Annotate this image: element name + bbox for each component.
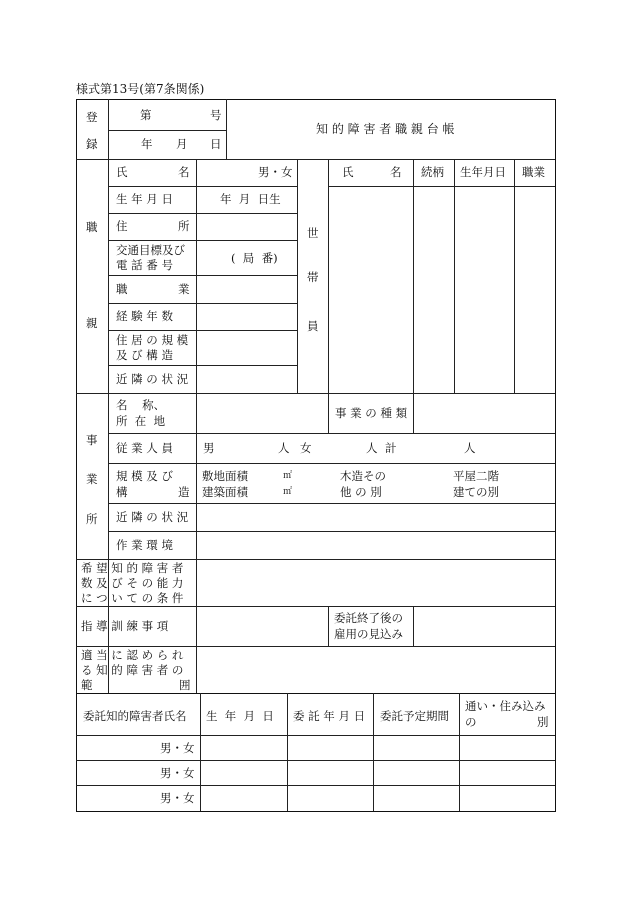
business-storey-1: 平屋二階 — [453, 469, 499, 483]
business-staff-person-1: 人 — [278, 441, 290, 455]
register-number-prefix: 第 — [140, 108, 152, 122]
form-number-note: 様式第13号(第7条関係) — [76, 82, 205, 96]
employer-side-top: 職 — [86, 220, 98, 234]
business-staff-person-3: 人 — [464, 441, 476, 455]
conditions-label-3: に つ い て の 条 件 — [81, 591, 184, 605]
employer-birth-value: 年 月 日生 — [220, 192, 281, 206]
guidance-label: 指 導 訓 練 事 項 — [81, 619, 169, 633]
household-side-1: 世 — [307, 226, 319, 240]
entrusted-row-sex: 男・女 — [160, 766, 195, 780]
conditions-label-2: 数 及 び そ の 能 力 — [81, 576, 184, 590]
business-wooden-1: 木造その — [340, 469, 386, 483]
employer-occupation-label-2: 業 — [178, 282, 190, 296]
business-staff-male: 男 — [203, 441, 215, 455]
business-staff-total: 計 — [385, 441, 397, 455]
register-year: 年 — [141, 137, 153, 151]
suitable-label-2: る 知 的 障 害 者 の — [81, 663, 184, 677]
entrusted-row-sex: 男・女 — [160, 741, 195, 755]
household-col-relation: 続柄 — [421, 165, 444, 179]
entrusted-col-birth: 生 年 月 日 — [206, 709, 274, 723]
business-storey-2: 建ての別 — [453, 485, 499, 499]
register-label-bottom: 録 — [86, 137, 98, 151]
business-environment-label: 作 業 環 境 — [116, 538, 173, 552]
employer-address-label-1: 住 — [116, 219, 128, 233]
business-side-1: 事 — [86, 433, 98, 447]
register-day: 日 — [210, 137, 222, 151]
suitable-label-3b: 囲 — [179, 678, 191, 692]
entrusted-col-date: 委 託 年 月 日 — [293, 709, 366, 723]
business-side-3: 所 — [86, 512, 98, 526]
household-side-3: 員 — [307, 319, 319, 333]
business-type-label: 事 業 の 種 類 — [335, 406, 408, 420]
suitable-label-3a: 範 — [81, 678, 93, 692]
register-label-top: 登 — [86, 110, 98, 124]
employer-occupation-label-1: 職 — [116, 282, 128, 296]
form-title: 知 的 障 害 者 職 親 台 帳 — [316, 122, 455, 136]
entrusted-col-name: 委託知的障害者氏名 — [83, 709, 187, 723]
household-col-occupation: 職業 — [522, 165, 545, 179]
entrusted-col-type-2b: 別 — [537, 715, 549, 729]
employer-sex: 男・女 — [258, 165, 293, 179]
business-scale-label-1: 規 模 及 び — [116, 469, 173, 483]
business-name-label-2: 所 在 地 — [116, 414, 166, 428]
employer-experience-label: 経 験 年 数 — [116, 309, 173, 323]
conditions-label-1: 希 望 知 的 障 害 者 — [81, 561, 184, 575]
prospect-label-1: 委託終了後の — [334, 611, 403, 625]
register-number-suffix: 号 — [210, 108, 222, 122]
household-side-2: 帯 — [307, 270, 319, 284]
business-name-label-1: 名 称、 — [116, 398, 166, 412]
business-building-unit: ㎡ — [283, 487, 293, 497]
household-col-birth: 生年月日 — [460, 165, 506, 179]
employer-name-label-1: 氏 — [116, 165, 128, 179]
household-col-name-2: 名 — [390, 165, 402, 179]
register-month: 月 — [176, 137, 188, 151]
employer-transport-label-2: 電 話 番 号 — [116, 258, 173, 272]
household-col-name-1: 氏 — [342, 165, 354, 179]
entrusted-col-type-1: 通い・住み込み — [465, 699, 546, 713]
business-land-unit: ㎡ — [283, 471, 293, 481]
employer-name-label-2: 名 — [178, 165, 190, 179]
employer-transport-label-1: 交通目標及び — [116, 243, 185, 257]
business-scale-label-2b: 造 — [178, 485, 190, 499]
entrusted-row-sex: 男・女 — [160, 791, 195, 805]
business-side-2: 業 — [86, 472, 98, 486]
employer-neighborhood-label: 近 隣 の 状 況 — [116, 372, 189, 386]
business-staff-label: 従 業 人 員 — [116, 441, 173, 455]
business-wooden-2: 他 の 別 — [340, 485, 382, 499]
suitable-label-1: 適 当 に 認 め ら れ — [81, 648, 184, 662]
business-scale-label-2a: 構 — [116, 485, 128, 499]
entrusted-col-type-2a: の — [465, 715, 477, 729]
business-neighborhood-label: 近 隣 の 状 況 — [116, 510, 189, 524]
employer-birth-label: 生 年 月 日 — [116, 192, 173, 206]
employer-address-label-2: 所 — [178, 219, 190, 233]
business-building-area: 建築面積 — [202, 485, 248, 499]
employer-housing-label-2: 及 び 構 造 — [116, 348, 173, 362]
business-staff-female: 女 — [300, 441, 312, 455]
business-land-area: 敷地面積 — [202, 469, 248, 483]
employer-side-bottom: 親 — [86, 316, 98, 330]
entrusted-col-period: 委託予定期間 — [380, 709, 449, 723]
employer-phone-value: ( 局 番) — [231, 251, 278, 265]
employer-housing-label-1: 住 居 の 規 模 — [116, 333, 189, 347]
business-staff-person-2: 人 — [366, 441, 378, 455]
prospect-label-2: 雇用の見込み — [334, 627, 403, 641]
